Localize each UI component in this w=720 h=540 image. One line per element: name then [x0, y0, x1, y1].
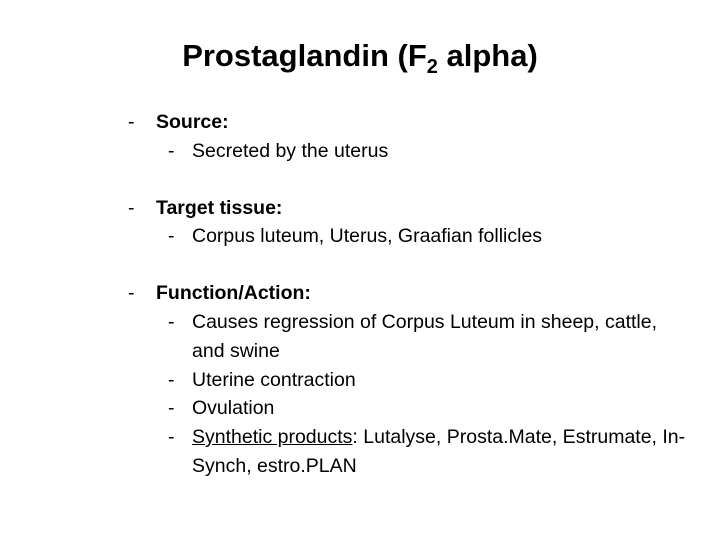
sub-item-text: Secreted by the uterus — [192, 139, 389, 162]
section-function — [128, 279, 688, 481]
heading-function: Function/Action: — [156, 282, 311, 305]
synthetic-products-label: Synthetic products — [192, 426, 353, 449]
section-heading — [128, 108, 688, 137]
bullet-dash: - — [168, 368, 175, 391]
heading-target-tissue: Target tissue: — [156, 196, 283, 219]
sub-item — [128, 366, 688, 395]
bullet-dash: - — [128, 282, 135, 305]
section-heading — [128, 279, 688, 308]
section-heading — [128, 194, 688, 223]
bullet-dash: - — [168, 225, 175, 248]
sub-item — [128, 222, 688, 251]
bullet-list — [128, 108, 688, 509]
sub-item — [128, 394, 688, 423]
title-main: Prostaglandin (F — [182, 38, 427, 73]
bullet-dash: - — [128, 196, 135, 219]
sub-item-text: Ovulation — [192, 397, 275, 420]
sub-item-text: Corpus luteum, Uterus, Graafian follicles — [192, 225, 543, 248]
synthetic-products-text: : Lutalyse, Prosta.Mate, Estrumate, In-Synch, estro.PLAN — [192, 426, 686, 477]
bullet-dash: - — [168, 426, 175, 449]
heading-source: Source: — [156, 111, 229, 133]
bullet-dash: - — [168, 397, 175, 420]
section-source — [128, 108, 688, 166]
bullet-dash: - — [168, 310, 175, 333]
slide-title — [0, 36, 720, 76]
sub-item-text: Causes regression of Corpus Luteum in sheep, cattle, and swine — [192, 310, 658, 362]
title-subscript: 2 — [426, 56, 438, 78]
title-suffix: alpha) — [437, 38, 538, 73]
sub-item-text: Uterine contraction — [192, 368, 356, 391]
sub-item-synthetic — [128, 423, 688, 481]
section-target-tissue — [128, 194, 688, 252]
sub-item — [128, 137, 688, 166]
sub-item — [128, 308, 688, 366]
bullet-dash: - — [168, 139, 175, 162]
bullet-dash: - — [128, 111, 135, 133]
